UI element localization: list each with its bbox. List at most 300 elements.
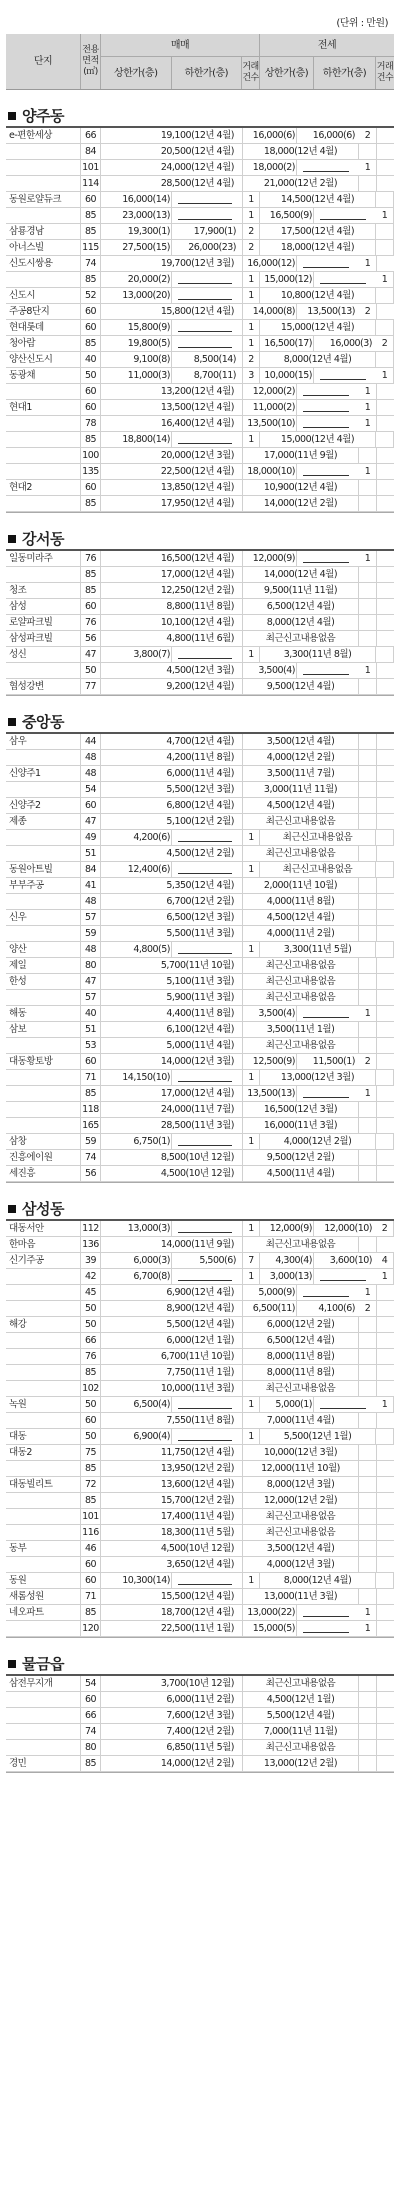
cell-complex: 동부 [6,1541,81,1556]
cell-area: 60 [81,384,101,399]
cell-complex [6,1708,81,1723]
cell-area: 101 [81,160,101,175]
cell-rent-high: 4,000(12년 2월) [243,750,359,765]
cell-complex [6,830,81,845]
cell-complex: 일동미라주 [6,551,81,566]
cell-area: 48 [81,766,101,781]
cell-rent-high: 12,000(9) [260,1221,314,1236]
cell-sale-low [172,1134,243,1149]
cell-rent-high: 8,000(12년 4월) [243,615,359,630]
cell-rent-count [359,1557,377,1572]
cell-sale-high: 14,000(12년 2월) [101,1756,243,1771]
cell-rent-high: 12,000(2) [243,384,297,399]
cell-rent-count [359,496,377,511]
cell-rent-count [359,1493,377,1508]
cell-sale-high: 13,600(12년 4월) [101,1477,243,1492]
cell-complex [6,1724,81,1739]
table-row [6,1221,394,1237]
price-table [6,549,394,696]
cell-rent-high: 12,500(9) [243,1054,297,1069]
cell-rent-low [314,1269,376,1284]
table-row [6,1557,394,1573]
section-title [6,106,394,126]
cell-sale-high: 12,250(12년 2월) [101,583,243,598]
table-row [6,1269,394,1285]
cell-complex: 네오파트 [6,1605,81,1620]
table-row [6,910,394,926]
cell-rent-high: 4,500(12년 4월) [243,798,359,813]
table-row [6,464,394,480]
cell-rent-high: 최근신고내용없음 [260,830,376,845]
cell-area: 60 [81,798,101,813]
cell-rent-count: 2 [359,128,377,143]
cell-sale-high: 6,500(12년 3월) [101,910,243,925]
table-row [6,1676,394,1692]
cell-rent-high: 8,000(11년 8월) [243,1349,359,1364]
table-row [6,1756,394,1772]
cell-rent-count [376,647,394,662]
cell-rent-high: 16,500(12년 3월) [243,1102,359,1117]
table-row [6,551,394,567]
cell-area: 76 [81,551,101,566]
cell-rent-low [314,1397,376,1412]
cell-rent-count [376,1134,394,1149]
cell-sale-high: 7,550(11년 8월) [101,1413,243,1428]
cell-sale-high: 6,000(3) [101,1253,172,1268]
cell-sale-high: 13,500(12년 4월) [101,400,243,415]
cell-rent-high: 8,000(11년 8월) [243,1365,359,1380]
cell-sale-high: 5,500(12년 4월) [101,1317,243,1332]
cell-sale-count: 1 [243,830,260,845]
cell-sale-low [172,647,243,662]
table-row [6,599,394,615]
cell-complex: 현대2 [6,480,81,495]
cell-rent-count: 2 [376,336,394,351]
table-row [6,352,394,368]
cell-area: 80 [81,1740,101,1755]
cell-area: 85 [81,1365,101,1380]
cell-rent-count: 2 [359,1301,377,1316]
cell-rent-low [297,663,359,678]
cell-sale-low: 8,500(14) [172,352,243,367]
cell-rent-count: 1 [359,160,377,175]
cell-rent-high: 2,000(11년 10월) [243,878,359,893]
header-sale: 매매 [101,34,259,57]
cell-rent-low [314,272,376,287]
cell-sale-high: 5,700(11년 10월) [101,958,243,973]
cell-rent-high: 13,000(12년 3월) [260,1070,376,1085]
cell-rent-high: 7,000(11년 11월) [243,1724,359,1739]
cell-complex [6,1740,81,1755]
cell-complex [6,663,81,678]
cell-sale-high: 10,000(11년 3월) [101,1381,243,1396]
table-row [6,336,394,352]
cell-rent-high: 10,900(12년 4월) [243,480,359,495]
cell-complex: 아너스빌 [6,240,81,255]
cell-sale-high: 4,500(10년 12월) [101,1541,243,1556]
cell-complex: 삼보 [6,1022,81,1037]
cell-rent-high: 3,300(11년 5월) [260,942,376,957]
table-row [6,631,394,647]
cell-complex [6,208,81,223]
cell-area: 136 [81,1237,101,1252]
cell-complex: 성신 [6,647,81,662]
cell-rent-low [297,1285,359,1300]
cell-rent-count [359,1509,377,1524]
cell-complex [6,1269,81,1284]
cell-rent-high: 5,000(1) [260,1397,314,1412]
table-row [6,846,394,862]
cell-complex [6,990,81,1005]
cell-complex: 삼룡경남 [6,224,81,239]
cell-rent-count [376,1429,394,1444]
cell-complex [6,1557,81,1572]
cell-complex: 해동 [6,1006,81,1021]
cell-rent-count [359,1118,377,1133]
table-row [6,1525,394,1541]
cell-sale-low [172,288,243,303]
cell-area: 54 [81,782,101,797]
table-row [6,192,394,208]
table-row [6,1413,394,1429]
cell-rent-high: 6,500(12년 4월) [243,599,359,614]
cell-sale-high: 17,000(12년 4월) [101,567,243,582]
cell-rent-count [359,1413,377,1428]
cell-sale-count: 1 [243,1269,260,1284]
cell-rent-count [376,830,394,845]
cell-complex [6,1621,81,1636]
cell-sale-high: 11,750(12년 4월) [101,1445,243,1460]
cell-complex [6,1349,81,1364]
cell-rent-high: 최근신고내용없음 [243,958,359,973]
cell-complex: 진흥에이원 [6,1150,81,1165]
cell-complex [6,272,81,287]
cell-sale-count: 1 [243,1070,260,1085]
cell-rent-count [359,144,377,159]
table-row [6,1605,394,1621]
price-table [6,1219,394,1638]
table-row [6,480,394,496]
cell-area: 85 [81,208,101,223]
header-rent-low: 하한가(층) [314,57,376,89]
cell-rent-high: 16,000(11년 3월) [243,1118,359,1133]
cell-sale-high: 20,500(12년 4월) [101,144,243,159]
cell-sale-high: 17,400(11년 4월) [101,1509,243,1524]
table-row [6,160,394,176]
cell-rent-low [297,1006,359,1021]
cell-complex: 신도시 [6,288,81,303]
cell-sale-count: 1 [243,320,260,335]
cell-complex: e-편한세상 [6,128,81,143]
cell-sale-high: 6,000(11년 4월) [101,766,243,781]
cell-sale-high: 23,000(13) [101,208,172,223]
table-row [6,1038,394,1054]
cell-area: 60 [81,1573,101,1588]
cell-area: 47 [81,647,101,662]
cell-sale-high: 15,800(12년 4월) [101,304,243,319]
cell-sale-high: 4,200(6) [101,830,172,845]
cell-area: 48 [81,942,101,957]
cell-rent-high: 5,500(12년 4월) [243,1708,359,1723]
cell-complex: 삼창 [6,1134,81,1149]
cell-sale-count: 1 [243,1573,260,1588]
cell-rent-count: 1 [376,1397,394,1412]
table-row [6,1397,394,1413]
cell-sale-high: 9,100(8) [101,352,172,367]
cell-rent-count [376,1573,394,1588]
cell-complex [6,496,81,511]
cell-area: 101 [81,1509,101,1524]
cell-sale-count: 2 [243,240,260,255]
cell-rent-high: 3,500(11년 7월) [243,766,359,781]
header-sale-low: 하한가(층) [172,57,243,89]
cell-rent-high: 최근신고내용없음 [243,631,359,646]
table-row [6,1724,394,1740]
cell-area: 85 [81,567,101,582]
section-title-text: 강서동 [22,530,64,548]
table-row [6,567,394,583]
cell-rent-high: 8,000(12년 4월) [260,1573,376,1588]
section-title-text: 중앙동 [22,713,64,731]
cell-rent-count [359,1589,377,1604]
table-row [6,766,394,782]
table-row [6,1445,394,1461]
cell-area: 40 [81,352,101,367]
cell-sale-low [172,208,243,223]
cell-rent-count: 1 [359,1086,377,1101]
cell-area: 42 [81,1269,101,1284]
cell-rent-high: 최근신고내용없음 [243,1740,359,1755]
cell-rent-count [359,1022,377,1037]
cell-rent-high: 12,000(9) [243,551,297,566]
cell-rent-count [376,320,394,335]
cell-area: 85 [81,1756,101,1771]
cell-sale-low [172,862,243,877]
cell-rent-count [359,1692,377,1707]
cell-complex: 부부주공 [6,878,81,893]
cell-complex: 현대1 [6,400,81,415]
cell-sale-high: 15,500(12년 4월) [101,1589,243,1604]
cell-area: 41 [81,878,101,893]
cell-complex [6,1301,81,1316]
cell-sale-high: 19,800(5) [101,336,172,351]
cell-area: 51 [81,846,101,861]
cell-sale-high: 14,000(11년 9월) [101,1237,243,1252]
cell-rent-count [359,782,377,797]
section-title [6,529,394,549]
cell-area: 50 [81,1301,101,1316]
cell-area: 135 [81,464,101,479]
cell-rent-count [359,1525,377,1540]
table-row [6,615,394,631]
cell-rent-high: 18,000(12년 4월) [243,144,359,159]
cell-complex [6,567,81,582]
cell-rent-high: 3,500(11년 1월) [243,1022,359,1037]
cell-rent-low [297,400,359,415]
table-row [6,240,394,256]
cell-rent-count: 2 [359,1054,377,1069]
header-rent: 전세 [260,34,394,57]
section-title-text: 삼성동 [22,1200,64,1218]
cell-rent-count [376,432,394,447]
table-row [6,1365,394,1381]
cell-rent-low: 16,000(3) [329,338,372,349]
cell-sale-high: 20,000(12년 3월) [101,448,243,463]
cell-area: 85 [81,224,101,239]
cell-rent-count [376,224,394,239]
cell-rent-high: 16,500(17) [260,336,314,351]
cell-complex [6,448,81,463]
cell-area: 75 [81,1445,101,1460]
cell-complex: 대동 [6,1429,81,1444]
cell-rent-count [359,990,377,1005]
cell-sale-high: 4,500(10년 12월) [101,1166,243,1181]
cell-complex [6,176,81,191]
cell-rent-low: 16,000(6) [312,130,355,141]
cell-rent-high: 3,500(4) [243,1006,297,1021]
cell-complex [6,926,81,941]
cell-complex: 대동황토방 [6,1054,81,1069]
cell-rent-high: 9,500(11년 11월) [243,583,359,598]
header-rent-high: 상한가(층) [260,57,314,89]
cell-complex: 제일 [6,958,81,973]
cell-rent-count [359,846,377,861]
cell-rent-count [359,480,377,495]
cell-sale-low [172,942,243,957]
cell-complex [6,416,81,431]
table-row [6,224,394,240]
table-row [6,734,394,750]
table-row [6,1692,394,1708]
cell-area: 44 [81,734,101,749]
cell-complex: 한마음 [6,1237,81,1252]
cell-sale-high: 13,200(12년 4월) [101,384,243,399]
cell-sale-high: 3,700(10년 12월) [101,1676,243,1691]
cell-area: 49 [81,830,101,845]
cell-complex [6,1413,81,1428]
table-row [6,782,394,798]
cell-area: 60 [81,1413,101,1428]
cell-sale-high: 3,800(7) [101,647,172,662]
table-row [6,1253,394,1269]
cell-sale-count: 1 [243,288,260,303]
cell-complex: 대동빌리트 [6,1477,81,1492]
cell-rent-low: 4,100(6) [318,1303,355,1314]
cell-complex: 삼전무지개 [6,1676,81,1691]
cell-sale-high: 13,000(20) [101,288,172,303]
table-row [6,878,394,894]
cell-rent-count [359,734,377,749]
table-row [6,432,394,448]
cell-rent-high: 18,000(2) [243,160,297,175]
square-bullet-icon [8,535,16,543]
cell-sale-low: 26,000(23) [172,240,243,255]
cell-area: 85 [81,1605,101,1620]
cell-area: 60 [81,1557,101,1572]
cell-area: 165 [81,1118,101,1133]
cell-rent-high: 4,000(11년 8월) [243,894,359,909]
table-row [6,128,394,144]
price-table [6,1674,394,1773]
cell-rent-count [359,1237,377,1252]
cell-area: 66 [81,1708,101,1723]
cell-rent-high: 12,000(12년 2월) [243,1493,359,1508]
cell-sale-low: 8,700(11) [172,368,243,383]
cell-rent-count [359,1756,377,1771]
cell-area: 46 [81,1541,101,1556]
cell-complex: 로얄파크빌 [6,615,81,630]
cell-rent-count: 1 [359,1006,377,1021]
cell-complex: 새롬성원 [6,1589,81,1604]
cell-complex [6,1086,81,1101]
cell-sale-high: 18,300(11년 5월) [101,1525,243,1540]
table-row [6,1477,394,1493]
table-row [6,384,394,400]
cell-area: 114 [81,176,101,191]
section-title [6,1654,394,1674]
cell-rent-count [359,1102,377,1117]
cell-sale-high: 5,350(12년 4월) [101,878,243,893]
table-row [6,1285,394,1301]
cell-area: 56 [81,1166,101,1181]
cell-area: 47 [81,814,101,829]
cell-sale-count: 1 [243,1134,260,1149]
cell-area: 66 [81,128,101,143]
table-row [6,1589,394,1605]
unit-label: (단위 : 만원) [336,18,388,29]
cell-sale-high: 6,900(12년 4월) [101,1285,243,1300]
cell-sale-high: 8,500(10년 12월) [101,1150,243,1165]
cell-rent-high: 14,000(12년 4월) [243,567,359,582]
cell-rent-high: 18,000(12년 4월) [260,240,376,255]
cell-rent-count: 1 [359,464,377,479]
cell-rent-high: 15,000(5) [243,1621,297,1636]
cell-rent-high: 3,500(4) [243,663,297,678]
cell-rent-high: 16,000(6) [243,128,297,143]
table-row [6,663,394,679]
cell-rent-low [297,464,359,479]
cell-sale-high: 17,000(12년 4월) [101,1086,243,1101]
cell-sale-high: 16,000(14) [101,192,172,207]
cell-rent-count [359,958,377,973]
cell-complex: 청조 [6,583,81,598]
cell-rent-high: 최근신고내용없음 [260,862,376,877]
cell-complex: 양산신도시 [6,352,81,367]
cell-rent-count [359,878,377,893]
table-row [6,814,394,830]
cell-complex: 삼우 [6,734,81,749]
cell-area: 85 [81,583,101,598]
header-area: 전용 면적 (㎡) [81,34,101,89]
table-row [6,750,394,766]
table-row [6,448,394,464]
table-row [6,1086,394,1102]
cell-rent-count: 1 [359,384,377,399]
cell-sale-high: 4,200(11년 8월) [101,750,243,765]
cell-sale-low: 5,500(6) [172,1253,243,1268]
table-row [6,1541,394,1557]
cell-complex [6,1692,81,1707]
cell-sale-high: 6,000(11년 2월) [101,1692,243,1707]
cell-rent-high: 16,500(9) [260,208,314,223]
cell-complex: 신양주2 [6,798,81,813]
cell-rent-count [359,1166,377,1181]
cell-rent-high: 4,300(4) [260,1253,314,1268]
cell-sale-high: 3,650(12년 4월) [101,1557,243,1572]
cell-rent-high: 13,000(22) [243,1605,297,1620]
cell-area: 57 [81,990,101,1005]
cell-rent-count [376,240,394,255]
